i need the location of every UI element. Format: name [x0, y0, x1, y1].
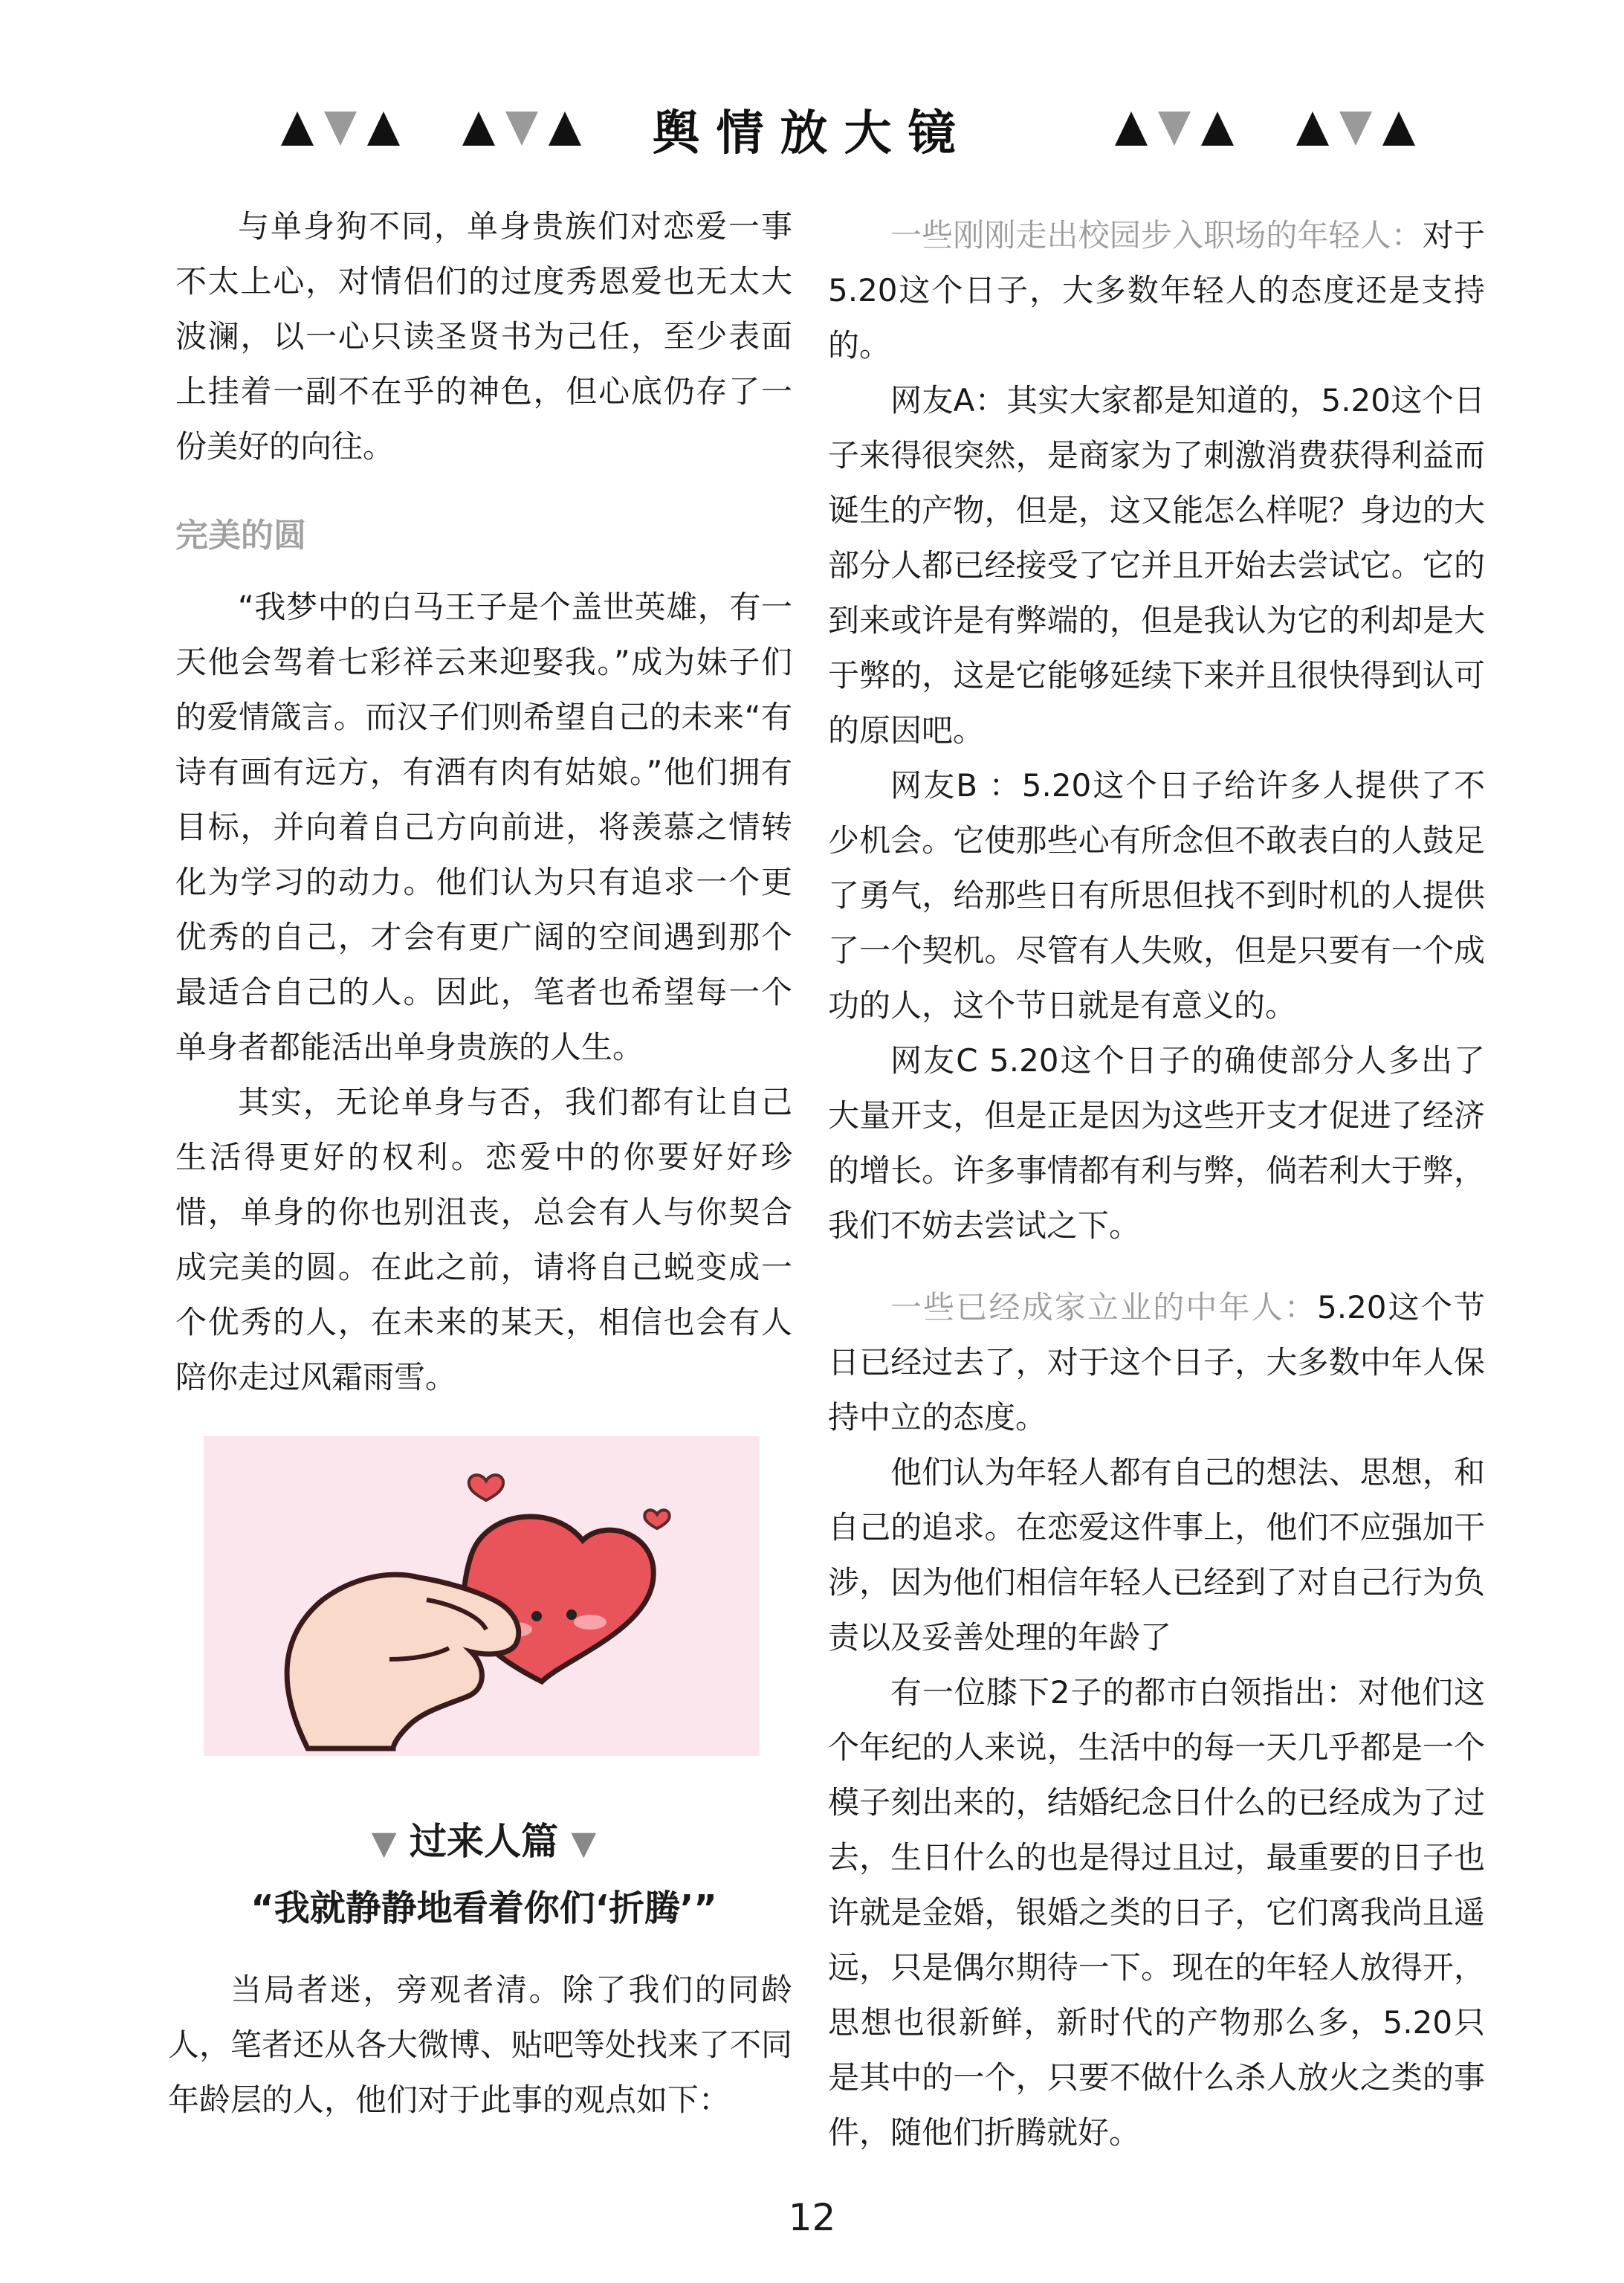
section-title — [175, 1815, 792, 1870]
heart-in-hand-icon — [204, 1436, 760, 1756]
section-title-text: 过来人篇 — [410, 1820, 558, 1863]
page-header — [0, 89, 1624, 171]
paragraph: 网友A：其实大家都是知道的，5.20这个日子来得很突然，是商家为了刺激消费获得利益而诞生的产物，但是，这又能怎么样呢？身边的大部分人都已经接受了它并且开始去尝试它。它的到来或许是有弊端的，但是我认为它的利却是大于弊的，这是它能够延续下来并且很快得到认可的原因吧。 — [828, 382, 1485, 749]
masthead-title: 舆情放大镜 — [652, 106, 972, 161]
paragraph: 网友C 5.20这个日子的确使部分人多出了大量开支，但是正是因为这些开支才促进了经济的增长。许多事情都有利与弊，倘若利大于弊，我们不妨去尝试之下。 — [828, 1042, 1485, 1244]
paragraph: “我梦中的白马王子是个盖世英雄，有一天他会驾着七彩祥云来迎娶我。”成为妹子们的爱情箴言。而汉子们则希望自己的未来“有诗有画有远方，有酒有肉有姑娘。”他们拥有目标，并向着自己方向前进，将羡慕之情转化为学习的动力。他们认为只有追求一个更优秀的自己，才会有更广阔的空间遇到那个最适合自己的人。因此，笔者也希望每一个单身者都能活出单身贵族的人生。 — [175, 589, 792, 1065]
quote-title: “我就静静地看着你们‘折腾’” — [250, 1888, 717, 1929]
triangle-up-icon — [1201, 112, 1234, 146]
right-column — [828, 208, 1485, 2160]
arrow-down-icon: ▼ — [571, 1824, 597, 1862]
paragraph — [828, 208, 1485, 373]
triangle-up-icon — [1382, 112, 1415, 146]
subheading: 完美的圆 — [175, 517, 306, 555]
heart-hand-illustration — [204, 1436, 760, 1756]
lead-text: 5.20这个节日已经过去了，对于这个日子，大多数中年人保持中立的态度。 — [828, 1289, 1485, 1436]
lead-text: 对于5.20这个日子，大多数年轻人的态度还是支持的。 — [828, 217, 1485, 364]
left-column-bottom — [168, 1963, 792, 2128]
triangle-down-icon — [1339, 112, 1372, 146]
left-column — [175, 199, 792, 1405]
triangle-up-icon — [1296, 112, 1329, 146]
paragraph: 有一位膝下2子的都市白领指出：对他们这个年纪的人来说，生活中的每一天几乎都是一个模子刻出来的，结婚纪念日什么的已经成为了过去，生日什么的也是得过且过，最重要的日子也许就是金婚，银婚之类的日子，它们离我尚且遥远，只是偶尔期待一下。现在的年轻人放得开，思想也很新鲜，新时代的产物那么多，5.20只是其中的一个，只要不做什么杀人放火之类的事件，随他们折腾就好。 — [828, 1674, 1485, 2151]
arrow-down-icon: ▼ — [371, 1824, 397, 1862]
triangle-ornament-right — [1115, 112, 1415, 146]
paragraph: 当局者迷，旁观者清。除了我们的同龄人，笔者还从各大微博、贴吧等处找来了不同年龄层的人，他们对于此事的观点如下： — [168, 1972, 793, 2118]
lead-label: 一些已经成家立业的中年人： — [890, 1289, 1317, 1325]
paragraph: 网友B ：5.20这个日子给许多人提供了不少机会。它使那些心有所念但不敢表白的人鼓足了勇气，给那些日有所思但找不到时机的人提供了一个契机。尽管有人失败，但是只要有一个成功的人，这个节日就是有意义的。 — [828, 767, 1485, 1024]
lead-label: 一些刚刚走出校园步入职场的年轻人： — [890, 217, 1423, 254]
page-number: 12 — [788, 2196, 836, 2239]
paragraph: 他们认为年轻人都有自己的想法、思想，和自己的追求。在恋爱这件事上，他们不应强加干涉，因为他们相信年轻人已经到了对自己行为负责以及妥善处理的年龄了 — [828, 1454, 1485, 1656]
triangle-up-icon — [1115, 112, 1148, 146]
paragraph: 其实，无论单身与否，我们都有让自己生活得更好的权利。恋爱中的你要好好珍惜，单身的你也别沮丧，总会有人与你契合成完美的圆。在此之前，请将自己蜕变成一个优秀的人，在未来的某天，相信也会有人陪你走过风霜雨雪。 — [175, 1084, 792, 1395]
paragraph — [828, 1280, 1485, 1445]
triangle-down-icon — [1158, 112, 1191, 146]
paragraph: 与单身狗不同，单身贵族们对恋爱一事不太上心，对情侣们的过度秀恩爱也无太大波澜，以一心只读圣贤书为己任，至少表面上挂着一副不在乎的神色，但心底仍存了一份美好的向往。 — [175, 208, 792, 465]
